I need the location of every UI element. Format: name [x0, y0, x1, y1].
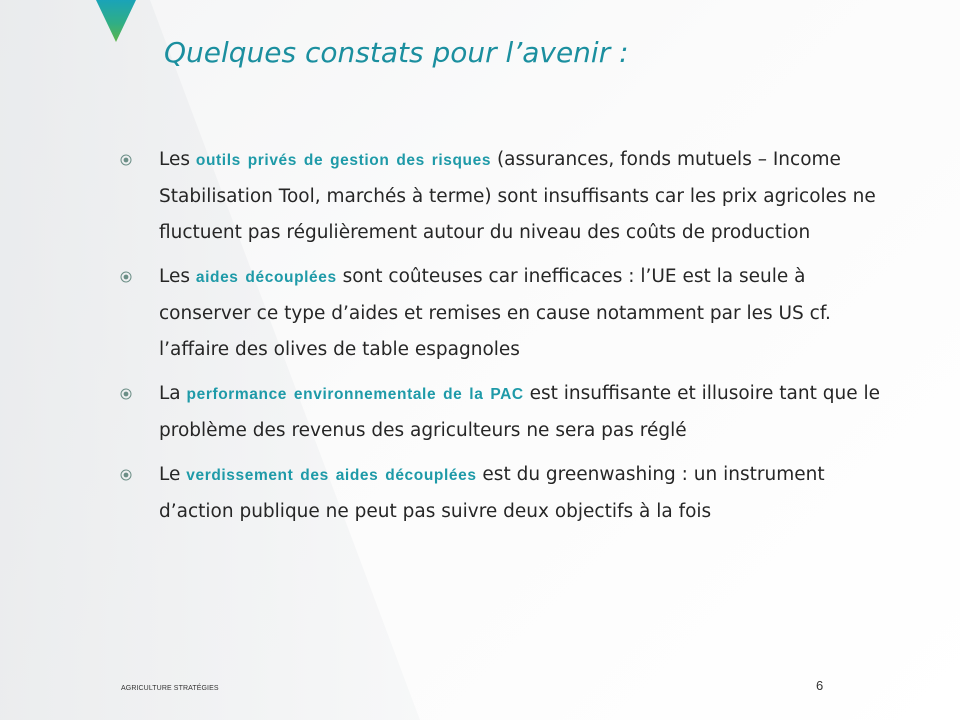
bullet-highlight: aides découplées: [195, 269, 337, 286]
bullet-text-start: Les: [159, 149, 196, 170]
bullet-text-start: La: [159, 383, 187, 404]
bullet-text-start: Le: [159, 464, 187, 485]
circled-dot-icon: [120, 154, 132, 166]
bullet-highlight: outils privés de gestion des risques: [195, 152, 492, 169]
bullet-highlight: performance environnementale de la PAC: [186, 386, 524, 403]
slide-title: Quelques constats pour l’avenir :: [164, 36, 629, 69]
bullet-text-end: est du greenwashing : un instrument d’action publique ne peut pas suivre deux objectifs à la fois: [159, 464, 825, 522]
footer-organization: AGRICULTURE STRATÉGIES: [121, 685, 219, 692]
bullet-text-end: (assurances, fonds mutuels – Income Stabilisation Tool, marchés à terme) sont insuffisants car les prix agricoles ne fluctuent pas régulièrement autour du niveau des coûts de production: [159, 149, 876, 243]
circled-dot-icon: [120, 271, 132, 283]
bullet-list: [120, 142, 890, 538]
bullet-text-end: sont coûteuses car inefficaces : l’UE est la seule à conserver ce type d’aides et remises en cause notamment par les US cf. l’affaire des olives de table espagnoles: [159, 266, 831, 360]
circled-dot-icon: [120, 469, 132, 481]
bullet-item: [120, 457, 890, 530]
bullet-text-start: Les: [159, 266, 196, 287]
bullet-text-end: est insuffisante et illusoire tant que le problème des revenus des agriculteurs ne sera pas réglé: [159, 383, 880, 441]
bullet-item: [120, 259, 890, 368]
page-number: 6: [816, 678, 824, 693]
bullet-highlight: verdissement des aides découplées: [186, 467, 477, 484]
circled-dot-icon: [120, 388, 132, 400]
bullet-item: [120, 376, 890, 449]
bullet-item: [120, 142, 890, 251]
